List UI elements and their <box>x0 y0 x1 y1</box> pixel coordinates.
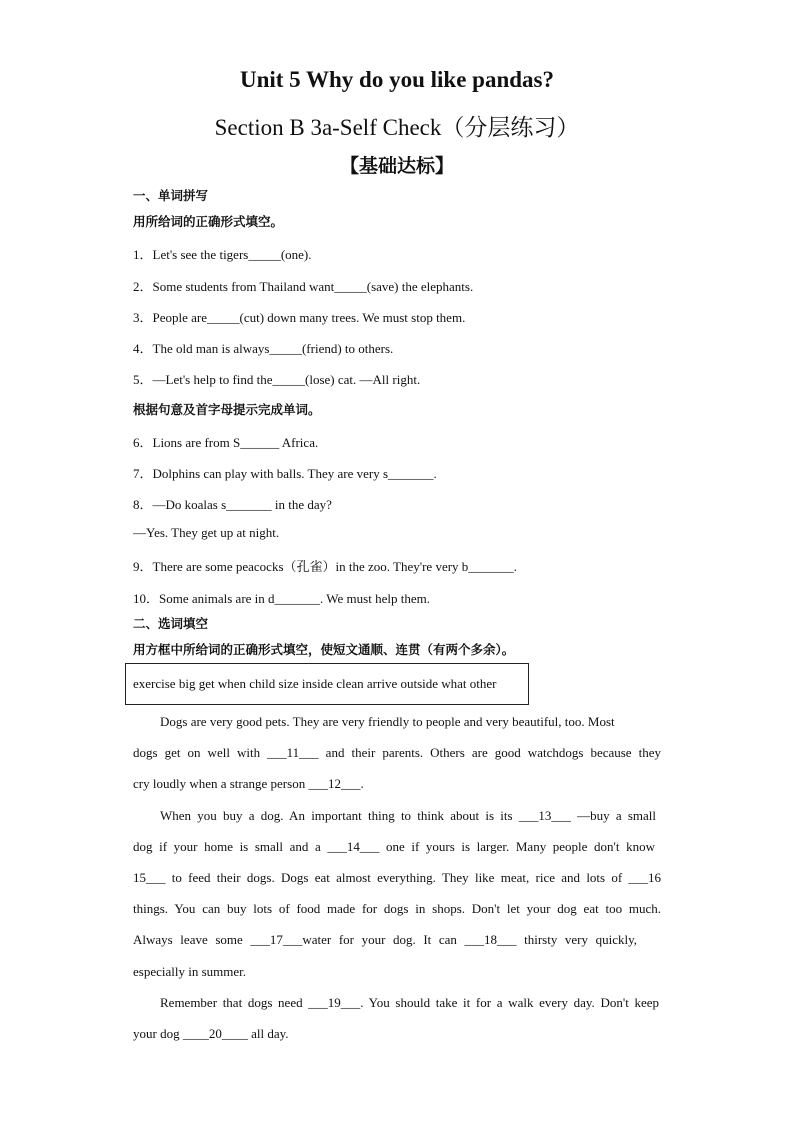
part1-heading: 一、单词拼写 <box>133 188 209 203</box>
passage-line: Dogs are very good pets. They are very friendly to people and very beautiful, too. Most <box>160 714 615 729</box>
question-5: 5．—Let's help to find the_____(lose) cat. —All right. <box>133 372 421 387</box>
passage-line: your dog ____20____ all day. <box>133 1026 289 1041</box>
passage-line: Remember that dogs need ___19___. You should take it for a walk every day. Don't keep <box>160 995 659 1010</box>
passage-line: 15___ to feed their dogs. Dogs eat almost everything. They like meat, rice and lots of ___16 <box>133 870 661 885</box>
level-heading: 【基础达标】 <box>339 155 454 177</box>
question-8-answer: —Yes. They get up at night. <box>133 525 280 540</box>
question-1: 1．Let's see the tigers_____(one). <box>133 247 312 262</box>
passage-line: When you buy a dog. An important thing to think about is its ___13___ —buy a small <box>160 808 656 823</box>
unit-title: Unit 5 Why do you like pandas? <box>239 67 554 92</box>
question-3: 3．People are_____(cut) down many trees. We must stop them. <box>133 310 466 325</box>
question-7: 7．Dolphins can play with balls. They are very s_______. <box>133 466 437 481</box>
passage-line: especially in summer. <box>133 964 247 979</box>
passage-line: things. You can buy lots of food made for dogs in shops. Don't let your dog eat too much. <box>133 901 661 916</box>
passage-line: cry loudly when a strange person ___12___. <box>133 776 364 791</box>
part2-heading: 二、选词填空 <box>133 616 209 631</box>
part1-instruction-2: 根据句意及首字母提示完成单词。 <box>133 402 321 417</box>
passage-line: dog if your home is small and a ___14___ one if yours is larger. Many people don't know <box>133 839 655 854</box>
part2-instruction: 用方框中所给词的正确形式填空，使短文通顺、连贯（有两个多余）。 <box>133 642 515 657</box>
question-9: 9．There are some peacocks（孔雀）in the zoo. They're very b_______. <box>133 559 518 574</box>
section-subtitle: Section B 3a-Self Check（分层练习） <box>214 115 580 140</box>
question-2: 2．Some students from Thailand want_____(save) the elephants. <box>133 279 474 294</box>
passage-line: dogs get on well with ___11___ and their parents. Others are good watchdogs because they <box>133 745 661 760</box>
part1-instruction: 用所给词的正确形式填空。 <box>133 214 284 229</box>
word-box: exercise big get when child size inside clean arrive outside what other <box>125 663 529 705</box>
question-8: 8．—Do koalas s_______ in the day? <box>133 497 332 512</box>
question-4: 4．The old man is always_____(friend) to others. <box>133 341 394 356</box>
question-10: 10．Some animals are in d_______. We must help them. <box>133 591 430 606</box>
passage-line: Always leave some ___17___water for your dog. It can ___18___ thirsty very quickly, <box>133 932 637 947</box>
question-6: 6．Lions are from S______ Africa. <box>133 435 319 450</box>
